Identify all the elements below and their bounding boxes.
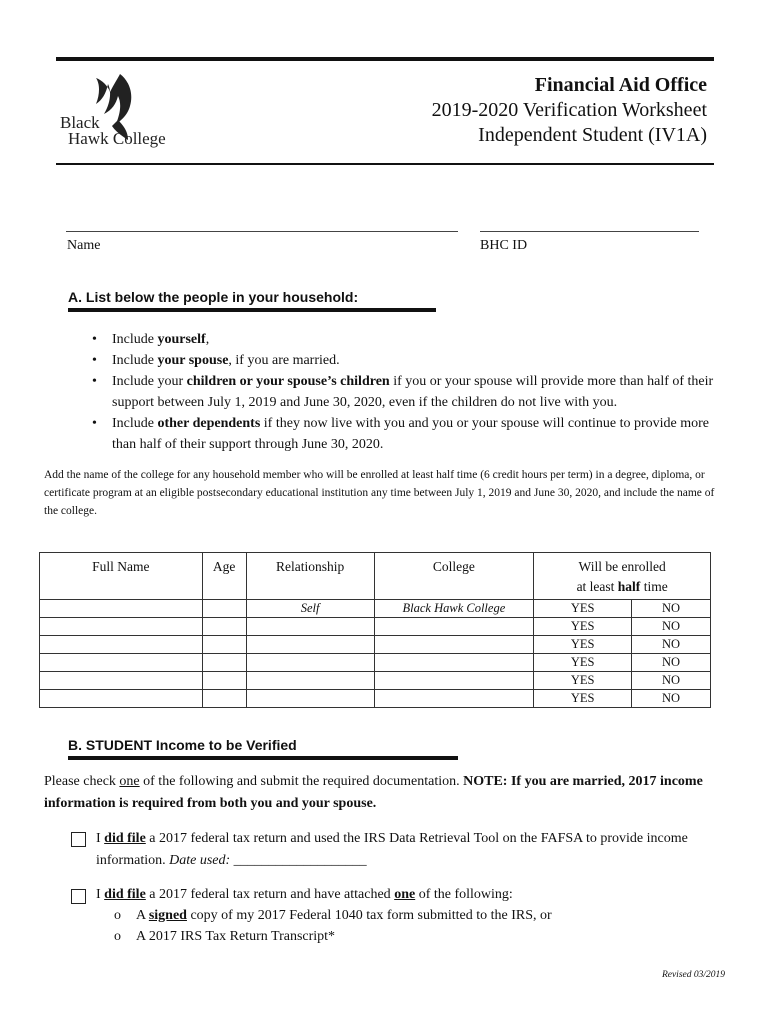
cell-yes[interactable]: YES [534,600,632,618]
section-b-bar [68,756,458,760]
option-attached-text: I did file a 2017 federal tax return and have attached one of the following: [96,887,513,902]
cell-no[interactable]: NO [632,600,711,618]
name-label: Name [67,238,101,253]
revised-date: Revised 03/2019 [661,970,725,980]
cell-full-name[interactable] [40,690,203,708]
cell-college[interactable] [374,618,534,636]
section-b-title: B. STUDENT Income to be Verified [68,737,297,753]
cell-relationship[interactable] [246,672,374,690]
header-bottom-rule [56,163,714,165]
logo-line-2: Hawk College [68,129,166,148]
col-enrolled: Will be enrolled at least half time [534,553,711,600]
sub-option-signed-1040: A signed copy of my 2017 Federal 1040 tax form submitted to the IRS, or [136,908,552,923]
cell-college[interactable] [374,636,534,654]
cell-full-name[interactable] [40,600,203,618]
section-a-title: A. List below the people in your household: [68,289,359,305]
cell-college[interactable]: Black Hawk College [374,600,534,618]
name-field[interactable] [66,230,458,232]
cell-college[interactable] [374,654,534,672]
black-hawk-college-logo [58,70,173,150]
cell-no[interactable]: NO [632,618,711,636]
cell-no[interactable]: NO [632,654,711,672]
cell-relationship[interactable]: Self [246,600,374,618]
col-full-name: Full Name [40,553,203,600]
cell-full-name[interactable] [40,672,203,690]
cell-age[interactable] [202,672,246,690]
cell-college[interactable] [374,672,534,690]
cell-yes[interactable]: YES [534,636,632,654]
cell-college[interactable] [374,690,534,708]
sub-marker-1: o [114,908,121,923]
cell-yes[interactable]: YES [534,618,632,636]
col-college: College [374,553,534,600]
header-top-rule [56,57,714,61]
student-type-title: Independent Student (IV1A) [478,124,707,146]
cell-age[interactable] [202,636,246,654]
table-row [40,618,711,636]
list-item: • Include your spouse, if you are married. [66,350,726,371]
list-item: • Include yourself, [66,329,726,350]
cell-yes[interactable]: YES [534,690,632,708]
cell-relationship[interactable] [246,690,374,708]
cell-relationship[interactable] [246,654,374,672]
household-table [39,552,711,708]
cell-age[interactable] [202,618,246,636]
sub-marker-2: o [114,929,121,944]
cell-relationship[interactable] [246,618,374,636]
list-item: • Include other dependents if they now live with you and you or your spouse will continue to provide more than half of their support through June 30, 2020. [66,413,726,455]
col-relationship: Relationship [246,553,374,600]
section-a-bar [68,308,436,312]
logo-line-1: Black [60,113,100,132]
cell-full-name[interactable] [40,654,203,672]
cell-yes[interactable]: YES [534,654,632,672]
cell-no[interactable]: NO [632,690,711,708]
bhc-id-field[interactable] [480,230,699,232]
col-age: Age [202,553,246,600]
bhc-id-label: BHC ID [480,238,528,253]
table-row [40,672,711,690]
cell-full-name[interactable] [40,636,203,654]
option-drt-checkbox[interactable] [71,832,86,847]
cell-age[interactable] [202,600,246,618]
office-title: Financial Aid Office [534,74,707,96]
section-b-intro: Please check one of the following and submit the required documentation. NOTE: If you are married, 2017 income information is required from both you and your spouse. [44,774,703,811]
college-note: Add the name of the college for any household member who will be enrolled at least half time (6 credit hours per term) in a degree, diploma, or certificate program at an eligible postsecondary educational institution any time between July 1, 2019 and June 30, 2020, and include the name of the college. [44,469,715,517]
table-row [40,690,711,708]
cell-full-name[interactable] [40,618,203,636]
table-row [40,654,711,672]
option-attached-checkbox[interactable] [71,889,86,904]
list-item: • Include your children or your spouse’s children if you or your spouse will provide more than half of their support between July 1, 2019 and June 30, 2020, even if the children do not live with you. [66,371,726,413]
cell-no[interactable]: NO [632,636,711,654]
cell-no[interactable]: NO [632,672,711,690]
table-row [40,636,711,654]
sub-option-transcript: A 2017 IRS Tax Return Transcript* [136,929,336,944]
worksheet-title: 2019-2020 Verification Worksheet [431,99,707,121]
household-instructions [66,329,726,455]
cell-age[interactable] [202,690,246,708]
cell-yes[interactable]: YES [534,672,632,690]
cell-age[interactable] [202,654,246,672]
option-drt-text: I did file a 2017 federal tax return and used the IRS Data Retrieval Tool on the FAFSA to provide income information. Date used: ___________________ [96,831,688,868]
cell-relationship[interactable] [246,636,374,654]
table-row [40,600,711,618]
